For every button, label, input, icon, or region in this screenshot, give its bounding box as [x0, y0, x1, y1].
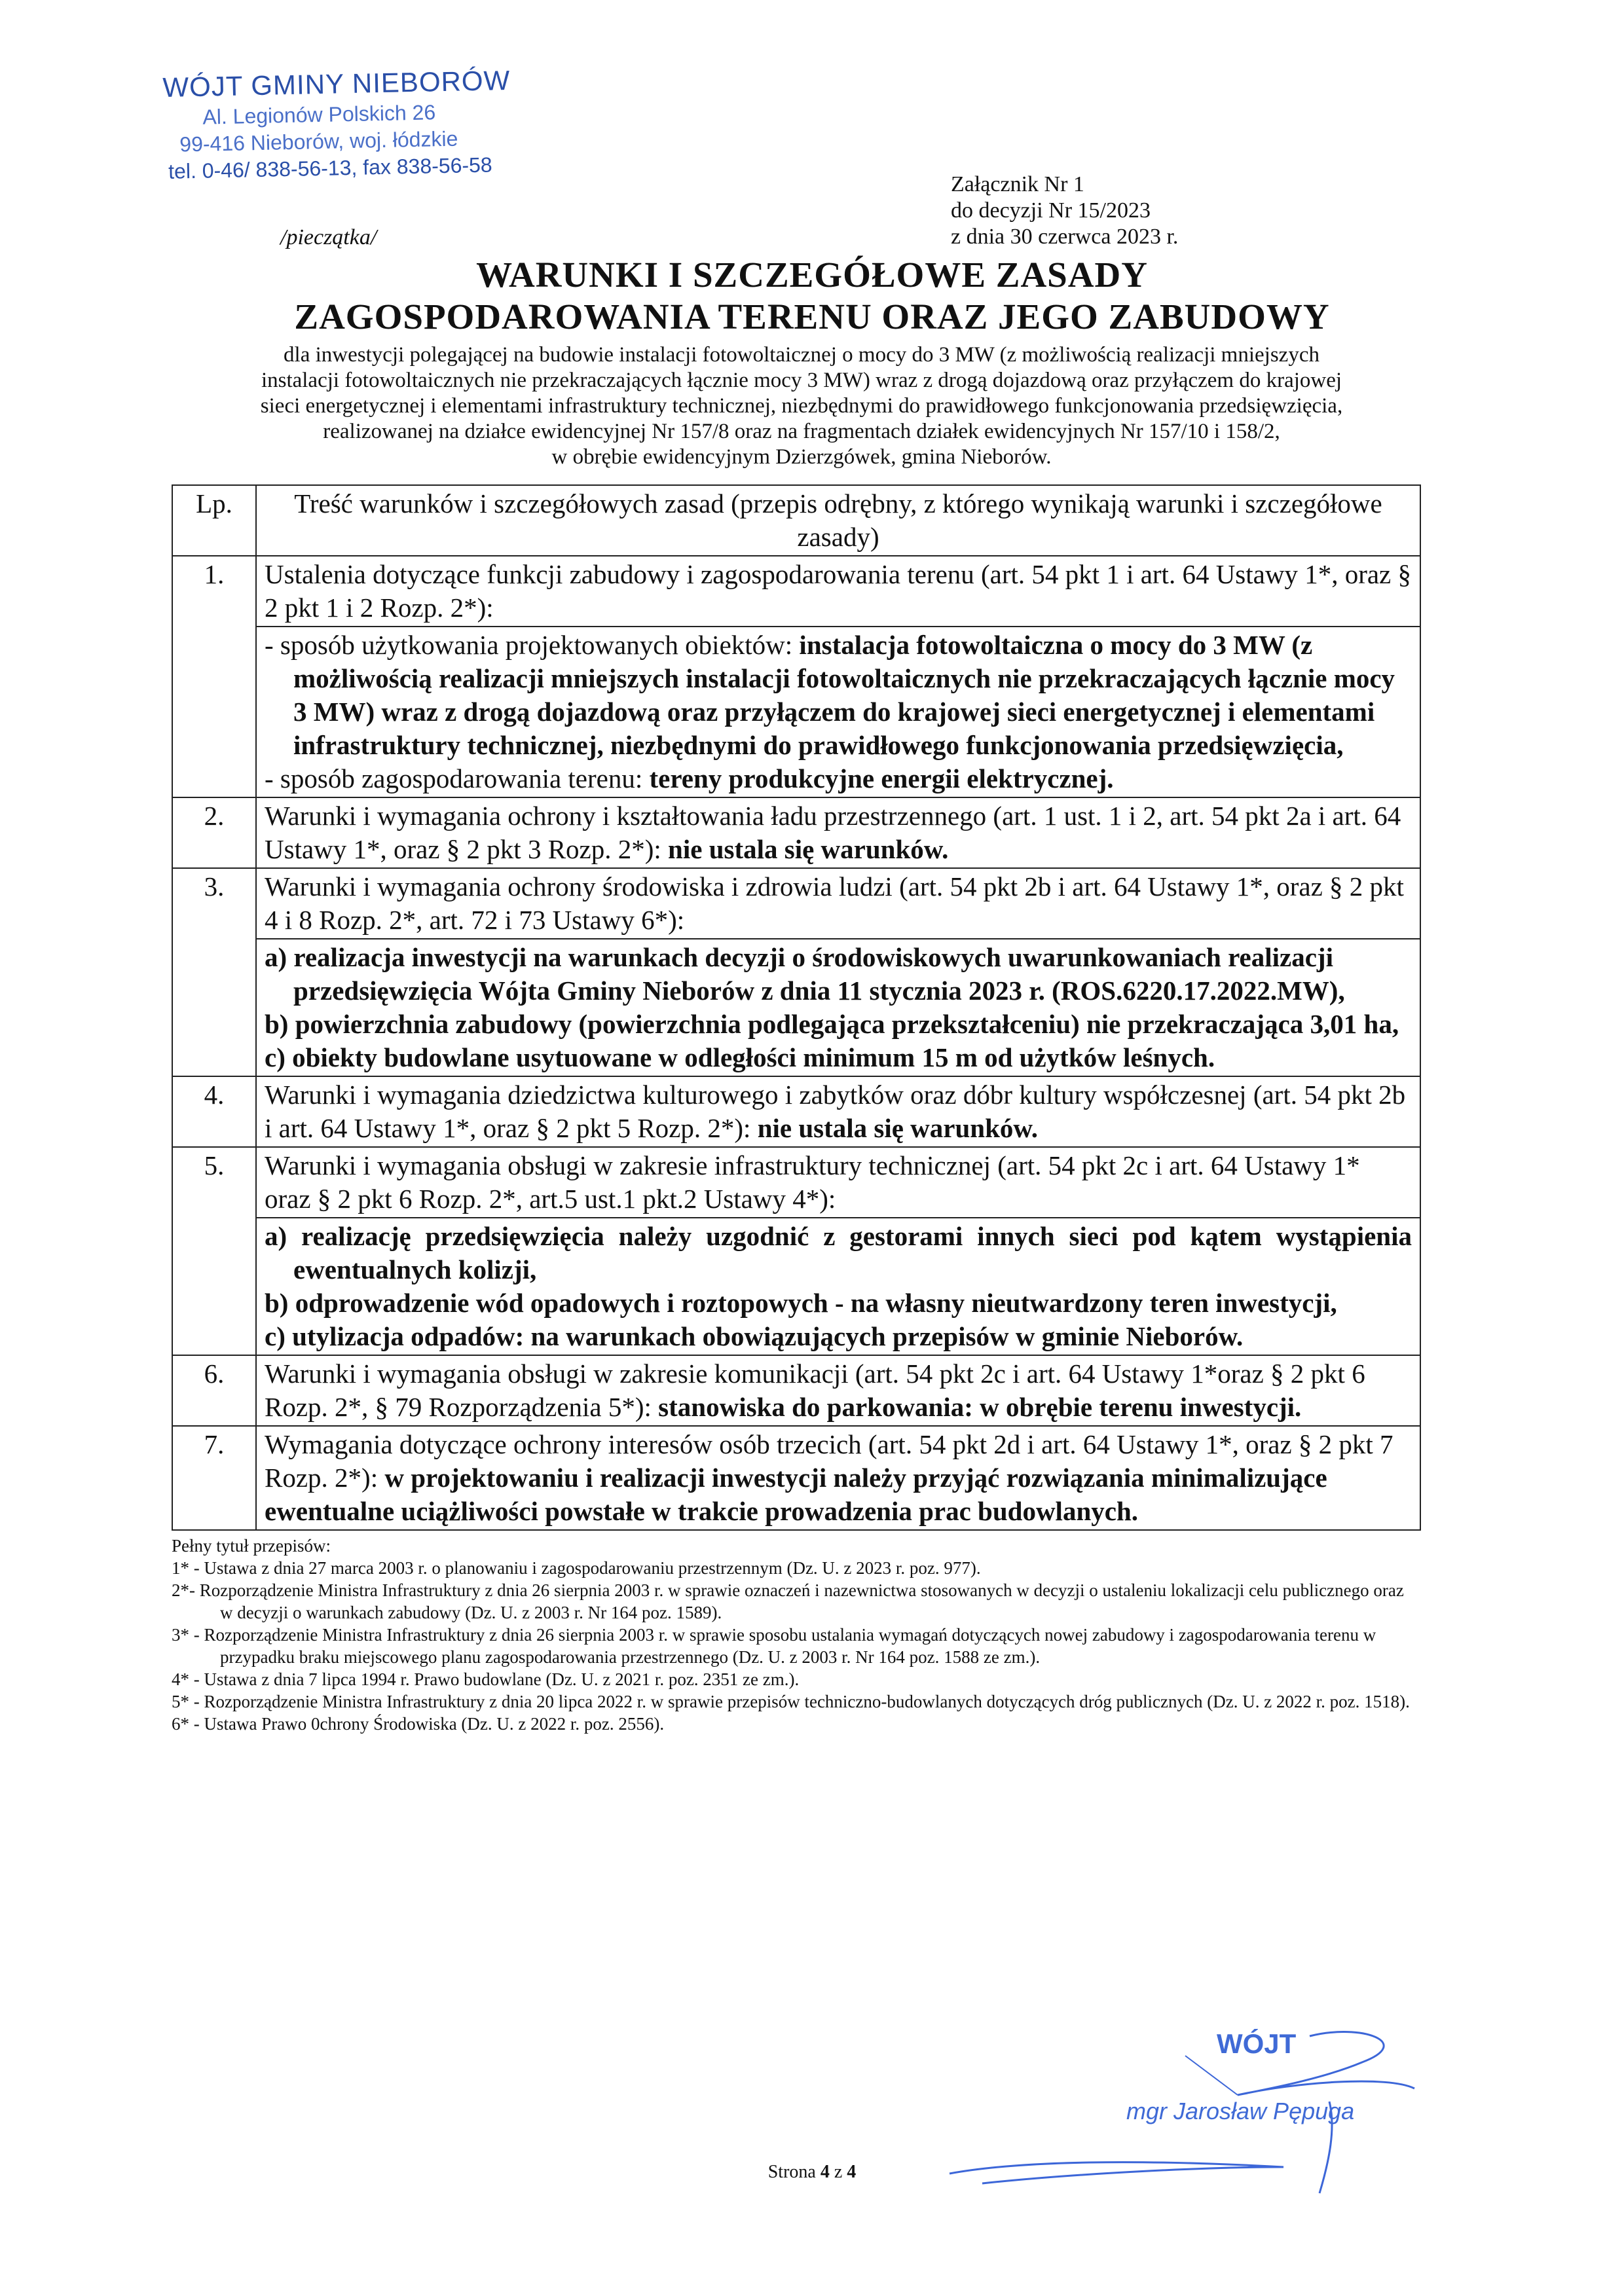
document-subtitle — [172, 342, 1431, 470]
row-number: 6. — [172, 1355, 256, 1426]
document-title-line2: ZAGOSPODAROWANIA TERENU ORAZ JEGO ZABUDOWY — [294, 297, 1330, 337]
table-row — [172, 797, 1420, 868]
row-text — [256, 1076, 1420, 1147]
table-row — [172, 1147, 1420, 1218]
row-details — [256, 1218, 1420, 1355]
row-text-bold: nie ustala się warunków. — [757, 1113, 1038, 1143]
row-text-bold: nie ustala się warunków. — [668, 834, 949, 864]
row-text — [256, 797, 1420, 868]
table-row — [172, 1355, 1420, 1426]
row-text-bold: stanowiska do parkowania: w obrębie terenu inwestycji. — [658, 1392, 1302, 1422]
page-number — [0, 2162, 1624, 2183]
condition-a: a) realizację przedsięwzięcia należy uzgodnić z gestorami innych sieci pod kątem wystąpienia ewentualnych kolizji, — [265, 1221, 1412, 1285]
table-subrow — [172, 627, 1420, 797]
stamp-address: Al. Legionów Polskich 26 — [202, 100, 436, 129]
subtitle-line: instalacji fotowoltaicznych nie przekraczających łącznie mocy 3 MW) wraz z drogą dojazdową oraz przyłączem do krajowej — [261, 369, 1342, 392]
header-content: Treść warunków i szczegółowych zasad (przepis odrębny, z którego wynikają warunki i szczegółowe zasady) — [256, 485, 1420, 556]
row-text-plain: Wymagania dotyczące ochrony interesów osób trzecich (art. 54 pkt 2d i art. 64 Ustawy 1*, oraz § 2 pkt 7 Rozp. 2*): — [265, 1429, 1393, 1493]
row-text-plain: Warunki i wymagania ochrony i kształtowania ładu przestrzennego (art. 1 ust. 1 i 2, art. 54 pkt 2a i art. 64 Ustawy 1*, oraz § 2 pkt 3 Rozp. 2*): — [265, 801, 1401, 864]
row-number: 1. — [172, 556, 256, 797]
subtitle-line: w obrębie ewidencyjnym Dzierzgówek, gmina Nieborów. — [551, 445, 1052, 469]
row-number: 5. — [172, 1147, 256, 1355]
footnote-item: 1* - Ustawa z dnia 27 marca 2003 r. o planowaniu i zagospodarowaniu przestrzennym (Dz. U. z 2023 r. poz. 977). — [172, 1558, 981, 1578]
row-number: 7. — [172, 1426, 256, 1530]
table-row — [172, 1426, 1420, 1530]
footnote-item: 3* - Rozporządzenie Ministra Infrastruktury z dnia 26 sierpnia 2003 r. w sprawie sposobu ustalania wymagań dotyczących nowej zabudowy i zagospodarowania terenu w przypadku braku miejscowego planu zagospodarowania przestrzennego (Dz. U. z 2003 r. Nr 164 poz. 1588 ze zm.). — [172, 1625, 1376, 1667]
footnotes — [172, 1535, 1416, 1735]
detail-label: - sposób zagospodarowania terenu: — [265, 763, 650, 793]
signatory-name: mgr Jarosław Pępuga — [1126, 2098, 1355, 2124]
row-text: Ustalenia dotyczące funkcji zabudowy i zagospodarowania terenu (art. 54 pkt 1 i art. 64 Ustawy 1*, oraz § 2 pkt 1 i 2 Rozp. 2*): — [256, 556, 1420, 627]
signature-title: WÓJT — [1217, 2028, 1297, 2059]
annex-decision: do decyzji Nr 15/2023 — [951, 198, 1151, 223]
row-number: 3. — [172, 868, 256, 1076]
header-number: Lp. — [172, 485, 256, 556]
page-current: 4 — [820, 2162, 830, 2182]
detail-value: instalacja fotowoltaiczna o mocy do 3 MW (z możliwością realizacji mniejszych instalacji fotowoltaicznych nie przekraczających łącznie mocy 3 MW) wraz z drogą dojazdową oraz przyłączem do krajowej sieci energetycznej i elementami infrastruktury technicznej, niezbędnymi do prawidłowego funkcjonowania przedsięwzięcia, — [293, 630, 1395, 760]
footnote-item: 2*- Rozporządzenie Ministra Infrastruktury z dnia 26 sierpnia 2003 r. w sprawie oznaczeń i nazewnictwa stosowanych w decyzji o ustaleniu lokalizacji celu publicznego oraz w decyzji o warunkach zabudowy (Dz. U. z 2003 r. Nr 164 poz. 1589). — [172, 1580, 1404, 1622]
subtitle-line: sieci energetycznej i elementami infrastruktury technicznej, niezbędnymi do prawidłowego funkcjonowania przedsięwzięcia, — [260, 394, 1343, 418]
row-text — [256, 1355, 1420, 1426]
row-text-plain: Warunki i wymagania obsługi w zakresie komunikacji (art. 54 pkt 2c i art. 64 Ustawy 1*oraz § 2 pkt 6 Rozp. 2*, § 79 Rozporządzenia 5*): — [265, 1358, 1365, 1422]
stamp-office-name: WÓJT GMINY NIEBORÓW — [162, 64, 511, 103]
detail-label: - sposób użytkowania projektowanych obiektów: — [265, 630, 800, 660]
stamp-caption: /pieczątka/ — [280, 225, 377, 249]
page-total: 4 — [847, 2162, 857, 2182]
page-middle: z — [829, 2162, 847, 2182]
stamp-phone: tel. 0-46/ 838-56-13, fax 838-56-58 — [168, 153, 492, 183]
footnote-item: 4* - Ustawa z dnia 7 lipca 1994 r. Prawo budowlane (Dz. U. z 2021 r. poz. 2351 ze zm.). — [172, 1669, 800, 1689]
table-header-row — [172, 485, 1420, 556]
subtitle-line: dla inwestycji polegającej na budowie instalacji fotowoltaicznej o mocy do 3 MW (z możliwością realizacji mniejszych — [284, 343, 1320, 367]
row-number: 4. — [172, 1076, 256, 1147]
condition-a: a) realizacja inwestycji na warunkach decyzji o środowiskowych uwarunkowaniach realizacji przedsięwzięcia Wójta Gminy Nieborów z dnia 11 stycznia 2023 r. (ROS.6220.17.2022.MW), — [265, 942, 1345, 1006]
detail-value: tereny produkcyjne energii elektrycznej. — [649, 763, 1114, 793]
condition-c: c) obiekty budowlane usytuowane w odległości minimum 15 m od użytków leśnych. — [265, 1042, 1215, 1072]
row-details — [256, 939, 1420, 1076]
annex-reference — [951, 172, 1178, 250]
footnotes-heading: Pełny tytuł przepisów: — [172, 1536, 331, 1556]
row-number: 2. — [172, 797, 256, 868]
table-row — [172, 1076, 1420, 1147]
annex-date: z dnia 30 czerwca 2023 r. — [951, 225, 1179, 249]
row-text: Warunki i wymagania obsługi w zakresie infrastruktury technicznej (art. 54 pkt 2c i art. 64 Ustawy 1* oraz § 2 pkt 6 Rozp. 2*, art.5 ust.1 pkt.2 Ustawy 4*): — [256, 1147, 1420, 1218]
footnote-item: 6* - Ustawa Prawo 0chrony Środowiska (Dz. U. z 2022 r. poz. 2556). — [172, 1714, 665, 1734]
stamp-city: 99-416 Nieborów, woj. łódzkie — [179, 126, 458, 156]
subtitle-line: realizowanej na działce ewidencyjnej Nr 157/8 oraz na fragmentach działek ewidencyjnych Nr 157/10 i 158/2, — [323, 420, 1280, 443]
row-details — [256, 627, 1420, 797]
condition-b: b) powierzchnia zabudowy (powierzchnia podlegająca przekształceniu) nie przekraczająca 3,01 ha, — [265, 1009, 1399, 1039]
row-text: Warunki i wymagania ochrony środowiska i zdrowia ludzi (art. 54 pkt 2b i art. 64 Ustawy 1*, oraz § 2 pkt 4 i 8 Rozp. 2*, art. 72 i 73 Ustawy 6*): — [256, 868, 1420, 939]
conditions-table — [172, 484, 1421, 1531]
page-prefix: Strona — [767, 2162, 821, 2182]
row-text-plain: Warunki i wymagania dziedzictwa kulturowego i zabytków oraz dóbr kultury współczesnej (art. 54 pkt 2b i art. 64 Ustawy 1*, oraz § 2 pkt 5 Rozp. 2*): — [265, 1080, 1406, 1143]
row-text — [256, 1426, 1420, 1530]
condition-c: c) utylizacja odpadów: na warunkach obowiązujących przepisów w gminie Nieborów. — [265, 1321, 1244, 1351]
document-title-line1: WARUNKI I SZCZEGÓŁOWE ZASADY — [476, 255, 1148, 295]
footnote-item: 5* - Rozporządzenie Ministra Infrastruktury z dnia 20 lipca 2022 r. w sprawie przepisów techniczno-budowlanych dotyczących dróg publicznych (Dz. U. z 2022 r. poz. 1518). — [172, 1692, 1410, 1711]
condition-b: b) odprowadzenie wód opadowych i roztopowych - na własny nieutwardzony teren inwestycji, — [265, 1288, 1337, 1318]
table-subrow — [172, 939, 1420, 1076]
office-stamp — [162, 65, 512, 184]
table-row — [172, 868, 1420, 939]
row-text-bold: w projektowaniu i realizacji inwestycji należy przyjąć rozwiązania minimalizujące ewentualne uciążliwości powstałe w trakcie prowadzenia prac budowlanych. — [265, 1463, 1327, 1526]
table-subrow — [172, 1218, 1420, 1355]
annex-number: Załącznik Nr 1 — [951, 172, 1084, 196]
table-row — [172, 556, 1420, 627]
